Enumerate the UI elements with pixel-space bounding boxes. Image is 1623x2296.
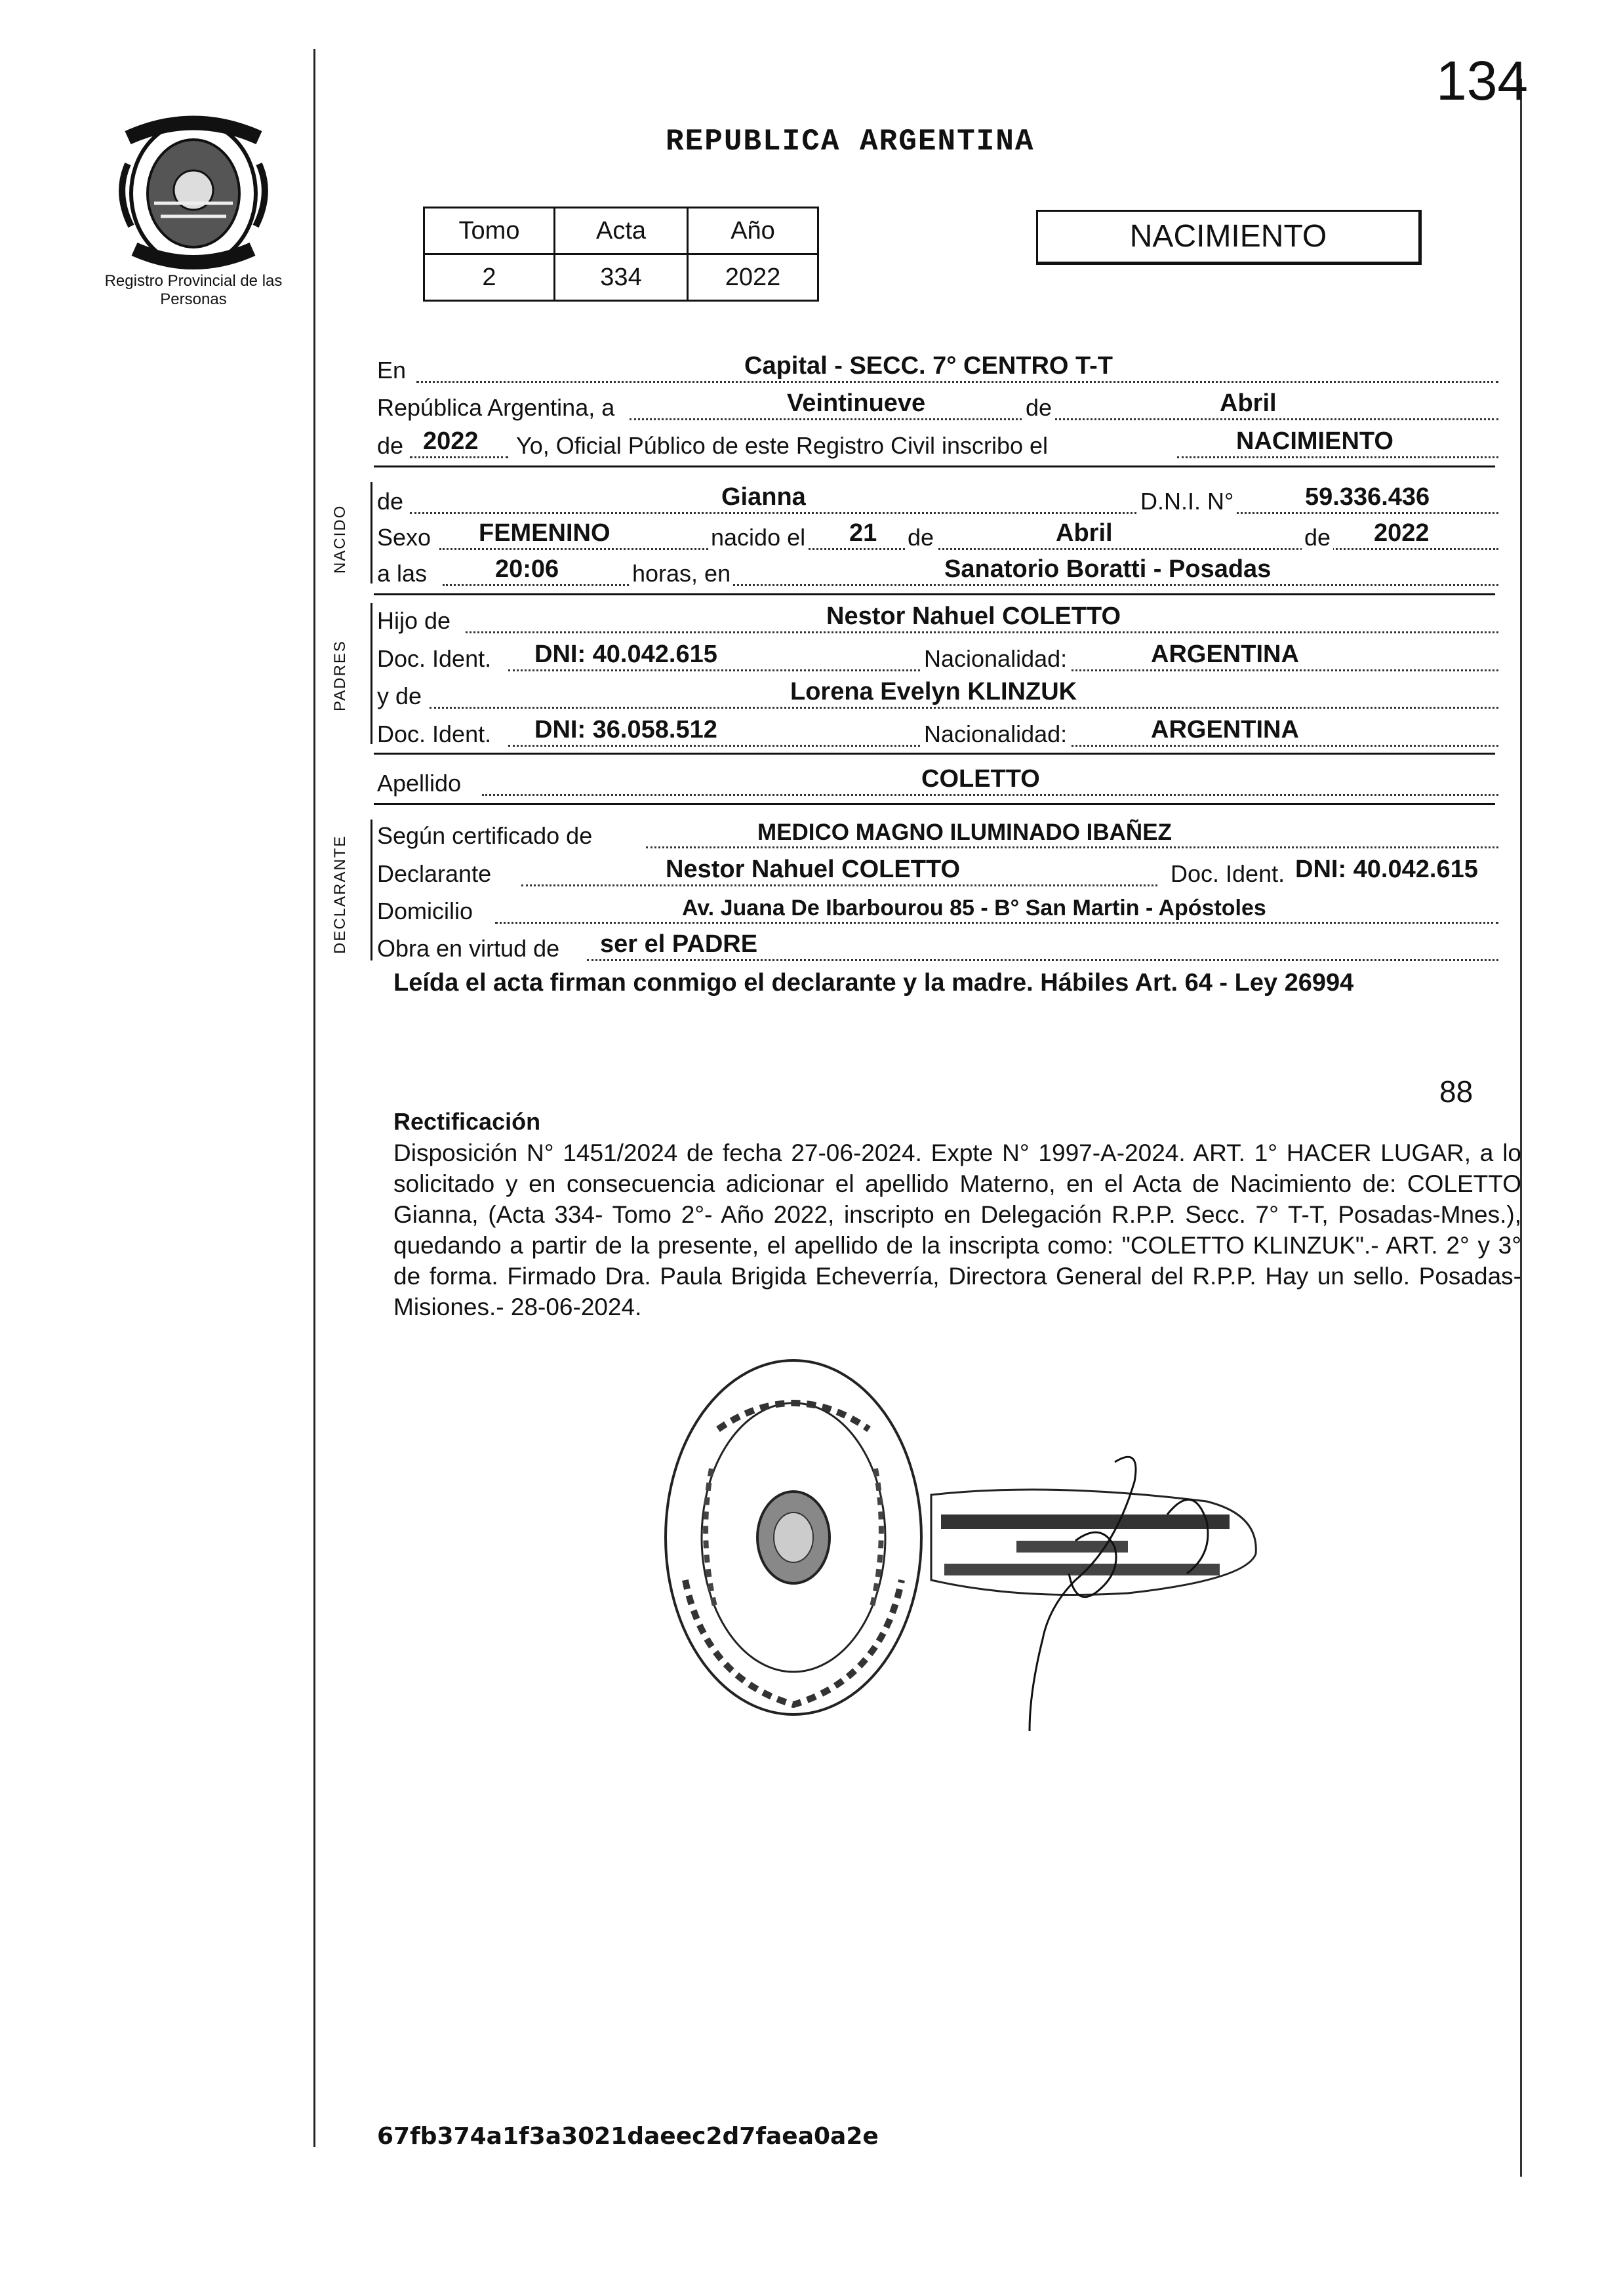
place-value: Capital - SECC. 7° CENTRO T-T [744,352,1113,380]
acta-header: Acta [555,208,688,254]
day-text-value: Veintinueve [787,389,926,417]
child-name-value: Gianna [721,483,806,511]
row-father-doc [377,643,1498,673]
birth-year-value: 2022 [1374,519,1430,547]
row-declarante [377,858,1498,888]
time-value: 20:06 [495,555,559,583]
row-obra [377,932,1498,962]
official-seal-stamp [659,1351,928,1724]
row-hijo-de [377,604,1498,635]
sexo-label: Sexo [377,524,431,551]
father-doc-value: DNI: 40.042.615 [534,641,717,668]
row-apellido [377,767,1498,797]
horas-label: horas, en [630,560,733,587]
de-label: de [1023,394,1054,422]
en-label: En [377,357,407,384]
country-title: REPUBLICA ARGENTINA [666,125,1035,159]
right-margin-rule [1520,79,1522,2177]
separator [374,803,1495,805]
birth-day-value: 21 [849,519,877,547]
apellido-value: COLETTO [921,765,1040,793]
mother-doc-value: DNI: 36.058.512 [534,716,717,743]
row-y-de [377,680,1498,710]
margin-number: 88 [1439,1075,1473,1109]
tomo-header: Tomo [424,208,555,254]
inscribo-value: NACIMIENTO [1236,427,1393,455]
row-certificado [377,820,1498,850]
ano-value: 2022 [688,254,818,301]
row-fecha [377,391,1498,422]
separator [374,593,1495,595]
nacido-el-label: nacido el [708,524,808,551]
obra-value: ser el PADRE [600,930,758,958]
acta-value: 334 [555,254,688,301]
padres-section-label: PADRES [331,640,349,711]
declarante-doc-value: DNI: 40.042.615 [1295,856,1478,883]
child-dni-value: 59.336.436 [1305,483,1430,511]
doc-ident-label: Doc. Ident. [377,645,492,672]
mother-name-value: Lorena Evelyn KLINZUK [790,678,1077,705]
nacionalidad-label: Nacionalidad: [921,721,1070,748]
y-de-label: y de [377,683,422,709]
rectificacion-body: Disposición N° 1451/2024 de fecha 27-06-2024. Expte N° 1997-A-2024. ART. 1° HACER LUGAR, a lo solicitado y en consecuencia adicionar el apellido Materno, en el Acta de Nacimiento de: COLETTO Gianna, (Acta 334- Tomo 2°- Año 2022, inscripto en Delegación R.P.P. Secc. 7° T-T, Posadas-Mnes.), quedando a partir de la presente, el apellido de la inscripta como: "COLETTO KLINZUK".- ART. 2° y 3° de forma. Firmado Dra. Paula Brigida Echeverría, Directora General del R.P.P. Hay un sello. Posadas-Misiones.- 28-06-2024. [393,1139,1521,1320]
left-margin-rule [313,49,315,2147]
certificado-value: MEDICO MAGNO ILUMINADO IBAÑEZ [757,820,1172,845]
rectificacion-title: Rectificación [393,1108,541,1135]
registry-name-label: Registro Provincial de las Personas [104,272,283,308]
birth-month-value: Abril [1056,519,1113,547]
mother-nationality-value: ARGENTINA [1151,716,1299,743]
certificado-label: Según certificado de [377,822,593,849]
row-nombre [377,485,1498,515]
nacionalidad-label: Nacionalidad: [921,645,1070,673]
page-number: 134 [1436,50,1529,111]
nacido-section-label: NACIDO [331,504,349,574]
doc-ident-label: Doc. Ident. [377,721,492,747]
separator [374,465,1495,467]
closing-statement: Leída el acta firman conmigo el declarante y la madre. Hábiles Art. 64 - Ley 26994 [393,969,1354,997]
row-domicilio [377,895,1498,925]
declarante-section-label: DECLARANTE [331,835,349,954]
record-type-box: NACIMIENTO [1036,210,1422,265]
de-label: de [905,524,936,551]
republica-label: República Argentina, a [377,394,615,421]
separator [374,753,1495,755]
sexo-value: FEMENINO [479,519,611,547]
tomo-value: 2 [424,254,555,301]
father-nationality-value: ARGENTINA [1151,641,1299,668]
domicilio-value: Av. Juana De Ibarbourou 85 - B° San Martin - Apóstoles [682,896,1266,920]
a-las-label: a las [377,560,428,587]
nacido-bar [371,482,372,584]
obra-label: Obra en virtud de [377,935,560,962]
month-value: Abril [1220,389,1277,417]
row-mother-doc [377,718,1498,748]
birth-place-value: Sanatorio Boratti - Posadas [944,555,1272,583]
document-hash: 67fb374a1f3a3021daeec2d7faea0a2e [377,2123,879,2150]
declarante-name-value: Nestor Nahuel COLETTO [666,856,961,883]
declarante-label: Declarante [377,860,492,887]
inscribo-text: Yo, Oficial Público de este Registro Civil inscribo el [516,432,1049,459]
father-name-value: Nestor Nahuel COLETTO [826,603,1121,630]
row-sexo [377,521,1498,551]
row-en [377,354,1498,384]
doc-ident-label: Doc. Ident. [1171,860,1285,887]
province-coat-of-arms-logo [115,111,272,275]
tomo-acta-ano-table [423,207,819,302]
signature-and-name-stamp [918,1442,1285,1744]
de-label: de [377,488,404,515]
row-hora [377,557,1498,587]
dni-label: D.N.I. N° [1138,488,1236,515]
apellido-label: Apellido [377,770,462,797]
ano-header: Año [688,208,818,254]
de-label: de [1302,524,1333,551]
row-inscribo [377,429,1498,460]
domicilio-label: Domicilio [377,898,473,924]
hijo-de-label: Hijo de [377,607,451,634]
de2-label: de [377,432,404,459]
year-value: 2022 [423,427,479,455]
declarante-bar [371,820,372,960]
padres-bar [371,603,372,744]
